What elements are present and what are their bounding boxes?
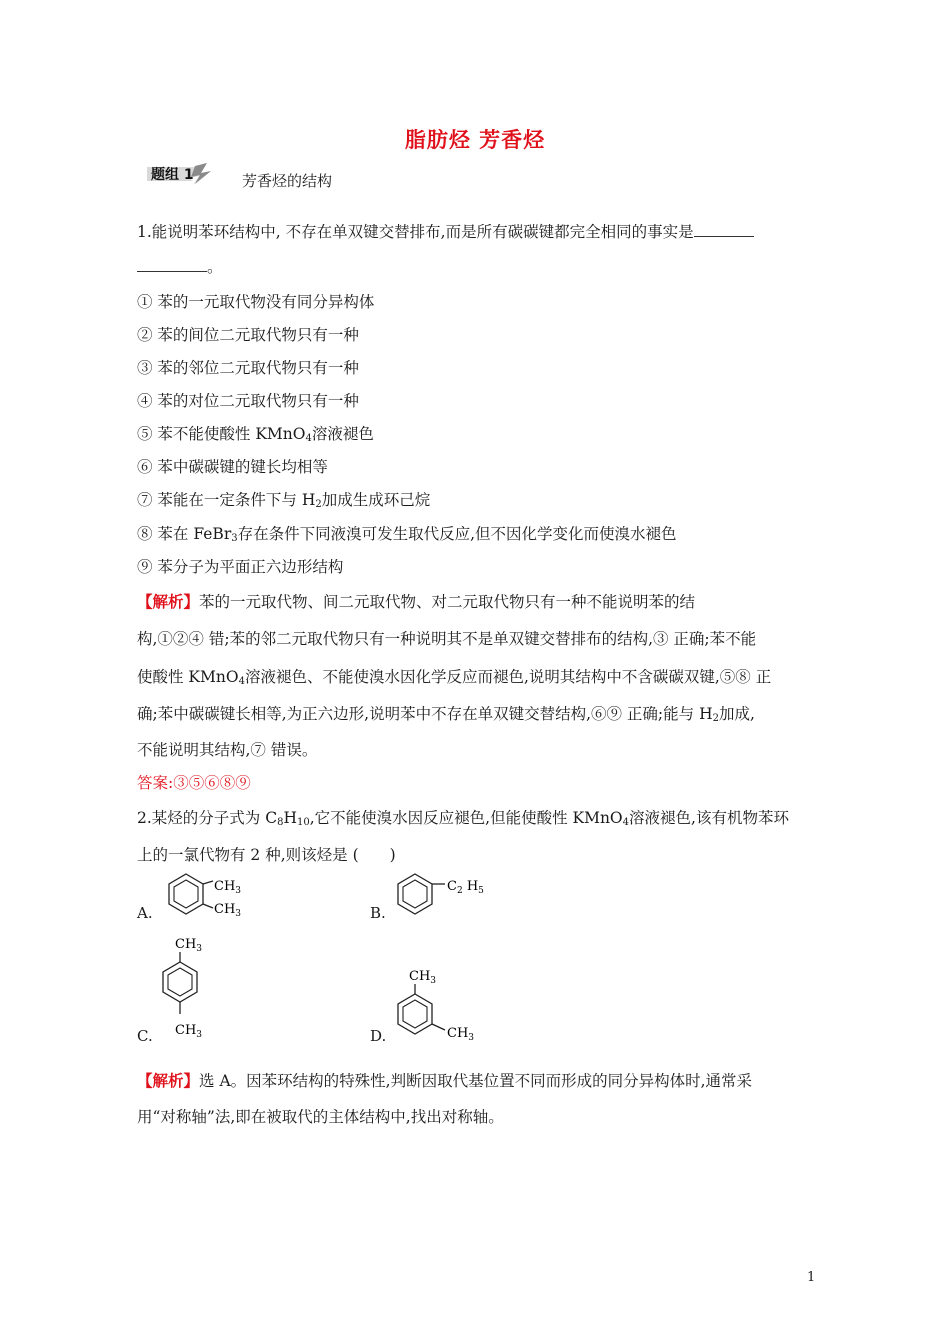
option-c-group-1: $CH_3$ (175, 937, 203, 954)
q1-stem-continued (137, 257, 223, 277)
q2-stem-post: ,它不能使溴水因反应褪色,但能使酸性 KMnO (309, 809, 623, 827)
q2-stem-mid: H (283, 809, 297, 827)
q1-item-2: ② 苯的间位二元取代物只有一种 (137, 326, 359, 344)
q1-analysis-3-sub: 4 (238, 676, 245, 687)
q1-analysis-text-1: 苯的一元取代物、间二元取代物、对二元取代物只有一种不能说明苯的结 (199, 593, 696, 611)
q2-stem-line-2: 上的一氯代物有 2 种,则该烃是 ( ) (137, 846, 396, 864)
q1-item-5-sub: 4 (305, 433, 312, 444)
q2-stem-sub-1: 8 (277, 817, 284, 828)
group-badge (147, 163, 213, 185)
q1-analysis-4-sub: 2 (712, 713, 719, 724)
q1-item-8 (137, 524, 677, 544)
q2-analysis-text-1: 选 A。因苯环结构的特殊性,判断因取代基位置不同而形成的同分异构体时,通常采 (199, 1072, 752, 1090)
q2-stem-sub-3: 4 (622, 817, 630, 828)
q2-stem-pre: 2.某烃的分子式为 C (137, 809, 278, 827)
q1-item-5-pre: ⑤ 苯不能使酸性 KMnO (137, 425, 306, 443)
q2-analysis-tag: 【解析】 (137, 1071, 200, 1090)
q1-item-1: ① 苯的一元取代物没有同分异构体 (137, 293, 375, 311)
q1-analysis-4-post: 加成, (718, 705, 755, 723)
q1-answer (137, 773, 251, 793)
q2-stem-sub-2: 10 (296, 817, 310, 828)
option-a-group-2: $CH_3$ (214, 902, 242, 919)
option-a-label: A. (137, 904, 153, 922)
q1-answer-blank-2 (137, 257, 207, 272)
option-a-structure (155, 868, 255, 928)
option-c-label: C. (137, 1027, 153, 1045)
q1-analysis-line-1 (137, 592, 695, 612)
q1-item-5-post: 溶液褪色 (311, 425, 374, 443)
q1-item-4: ④ 苯的对位二元取代物只有一种 (137, 392, 359, 410)
option-c-group-2: $CH_3$ (175, 1023, 203, 1040)
q1-analysis-line-4 (137, 704, 755, 724)
q1-analysis-line-5: 不能说明其结构,⑦ 错误。 (137, 741, 318, 759)
option-d-group-2: $CH_3$ (447, 1026, 475, 1043)
q1-analysis-tag: 【解析】 (137, 592, 200, 611)
q1-answer-value: :③⑤⑥⑧⑨ (168, 774, 251, 792)
q2-analysis-line-2: 用“对称轴”法,即在被取代的主体结构中,找出对称轴。 (137, 1108, 504, 1126)
option-b-structure (387, 866, 497, 926)
q1-answer-blank-1 (694, 222, 754, 237)
q1-stem (137, 222, 754, 242)
option-b-label: B. (370, 904, 386, 922)
q1-item-7-pre: ⑦ 苯能在一定条件下与 H (137, 491, 316, 509)
option-b-group-1: $C_2$ $H_5$ (447, 879, 484, 896)
q1-item-3: ③ 苯的邻位二元取代物只有一种 (137, 359, 359, 377)
q2-stem-line-1 (137, 808, 789, 828)
q1-answer-label: 答案 (137, 774, 169, 792)
option-d-structure (385, 962, 495, 1052)
page-title: 脂肪烃 芳香烃 (404, 128, 546, 152)
option-d-group-1: $CH_3$ (409, 969, 437, 986)
option-d-label: D. (370, 1027, 387, 1045)
q1-analysis-4-pre: 确;苯中碳碳键长相等,为正六边形,说明苯中不存在单双键交替结构,⑥⑨ 正确;能与 H (137, 705, 713, 723)
q1-item-8-pre: ⑧ 苯在 FeBr (137, 525, 232, 543)
q1-item-7-post: 加成生成环己烷 (321, 491, 431, 509)
q1-item-7-sub: 2 (315, 499, 322, 510)
q1-analysis-line-2: 构,①②④ 错;苯的邻二元取代物只有一种说明其不是单双键交替排布的结构,③ 正确;苯不能 (137, 630, 757, 648)
q1-analysis-3-pre: 使酸性 KMnO (137, 668, 239, 686)
group-badge-label: 题组 1 (151, 167, 194, 183)
group-title: 芳香烃的结构 (242, 172, 333, 190)
q1-item-6: ⑥ 苯中碳碳键的键长均相等 (137, 458, 328, 476)
q2-stem-post-2: 溶液褪色,该有机物苯环 (629, 809, 789, 827)
q1-item-5 (137, 424, 374, 444)
q1-analysis-3-post: 溶液褪色、不能使溴水因化学反应而褪色,说明其结构中不含碳碳双键,⑤⑧ 正 (244, 668, 772, 686)
option-c-structure (150, 930, 230, 1045)
q1-item-7 (137, 490, 430, 510)
q1-item-8-sub: 3 (231, 533, 238, 544)
q2-analysis-line-1 (137, 1071, 752, 1091)
q1-analysis-line-3 (137, 667, 771, 687)
q1-item-9: ⑨ 苯分子为平面正六边形结构 (137, 558, 344, 576)
q1-item-8-post: 存在条件下同液溴可发生取代反应,但不因化学变化而使溴水褪色 (237, 525, 677, 543)
q1-stem-text: 1.能说明苯环结构中, 不存在单双键交替排布,而是所有碳碳键都完全相同的事实是 (137, 223, 694, 241)
q1-stem-end: 。 (207, 258, 223, 276)
page-number: 1 (807, 1270, 816, 1285)
option-a-group-1: $CH_3$ (214, 879, 242, 896)
